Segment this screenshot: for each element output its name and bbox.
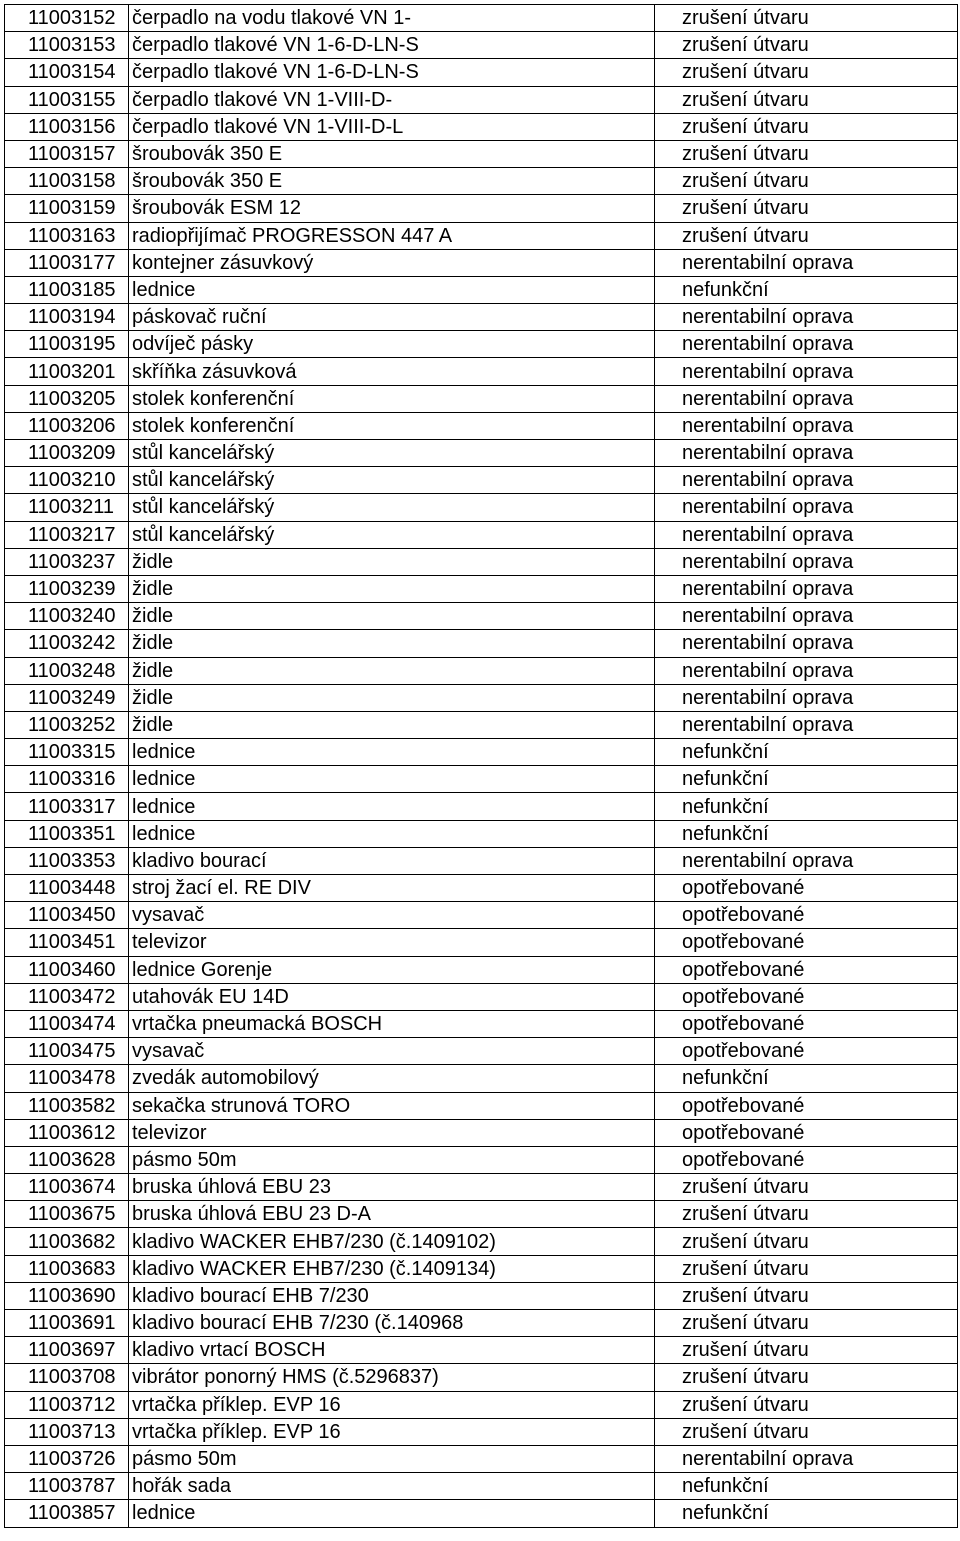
- item-name-cell: vrtačka příklep. EVP 16: [129, 1418, 655, 1445]
- table-row: [5, 1092, 958, 1119]
- table-row: [5, 32, 958, 59]
- inventory-number-cell: 11003242: [5, 630, 129, 657]
- disposal-reason-cell: zrušení útvaru: [655, 140, 958, 167]
- item-name-cell: kladivo WACKER EHB7/230 (č.1409134): [129, 1255, 655, 1282]
- item-name-cell: šroubovák ESM 12: [129, 195, 655, 222]
- item-name-cell: židle: [129, 657, 655, 684]
- item-name-cell: radiopřijímač PROGRESSON 447 A: [129, 222, 655, 249]
- disposal-reason-cell: zrušení útvaru: [655, 113, 958, 140]
- table-row: [5, 113, 958, 140]
- table-row: [5, 385, 958, 412]
- disposal-reason-cell: zrušení útvaru: [655, 1337, 958, 1364]
- table-row: [5, 575, 958, 602]
- inventory-number-cell: 11003713: [5, 1418, 129, 1445]
- item-name-cell: televizor: [129, 929, 655, 956]
- table-row: [5, 331, 958, 358]
- item-name-cell: stůl kancelářský: [129, 521, 655, 548]
- item-name-cell: zvedák automobilový: [129, 1065, 655, 1092]
- disposal-reason-cell: nerentabilní oprava: [655, 467, 958, 494]
- disposal-reason-cell: zrušení útvaru: [655, 1174, 958, 1201]
- disposal-reason-cell: nerentabilní oprava: [655, 412, 958, 439]
- disposal-reason-cell: nefunkční: [655, 1473, 958, 1500]
- inventory-number-cell: 11003478: [5, 1065, 129, 1092]
- table-row: [5, 684, 958, 711]
- item-name-cell: kladivo vrtací BOSCH: [129, 1337, 655, 1364]
- inventory-number-cell: 11003201: [5, 358, 129, 385]
- table-row: [5, 1310, 958, 1337]
- inventory-number-cell: 11003209: [5, 440, 129, 467]
- inventory-number-cell: 11003690: [5, 1282, 129, 1309]
- item-name-cell: skříňka zásuvková: [129, 358, 655, 385]
- item-name-cell: hořák sada: [129, 1473, 655, 1500]
- inventory-number-cell: 11003194: [5, 304, 129, 331]
- table-row: [5, 983, 958, 1010]
- item-name-cell: vrtačka pneumacká BOSCH: [129, 1010, 655, 1037]
- item-name-cell: vysavač: [129, 1038, 655, 1065]
- inventory-document: [4, 4, 958, 1528]
- item-name-cell: židle: [129, 630, 655, 657]
- inventory-number-cell: 11003448: [5, 875, 129, 902]
- disposal-reason-cell: nerentabilní oprava: [655, 494, 958, 521]
- disposal-reason-cell: nefunkční: [655, 820, 958, 847]
- table-row: [5, 766, 958, 793]
- disposal-reason-cell: nefunkční: [655, 1065, 958, 1092]
- item-name-cell: televizor: [129, 1119, 655, 1146]
- item-name-cell: bruska úhlová EBU 23 D-A: [129, 1201, 655, 1228]
- inventory-number-cell: 11003460: [5, 956, 129, 983]
- inventory-number-cell: 11003217: [5, 521, 129, 548]
- table-row: [5, 1201, 958, 1228]
- disposal-reason-cell: nefunkční: [655, 739, 958, 766]
- table-row: [5, 5, 958, 32]
- item-name-cell: kladivo bourací EHB 7/230: [129, 1282, 655, 1309]
- table-row: [5, 739, 958, 766]
- inventory-number-cell: 11003351: [5, 820, 129, 847]
- disposal-reason-cell: nerentabilní oprava: [655, 548, 958, 575]
- table-row: [5, 793, 958, 820]
- item-name-cell: odvíječ pásky: [129, 331, 655, 358]
- inventory-number-cell: 11003450: [5, 902, 129, 929]
- inventory-number-cell: 11003787: [5, 1473, 129, 1500]
- inventory-number-cell: 11003726: [5, 1445, 129, 1472]
- item-name-cell: lednice: [129, 1500, 655, 1527]
- disposal-reason-cell: zrušení útvaru: [655, 195, 958, 222]
- disposal-reason-cell: nerentabilní oprava: [655, 684, 958, 711]
- inventory-number-cell: 11003157: [5, 140, 129, 167]
- table-row: [5, 1065, 958, 1092]
- inventory-number-cell: 11003249: [5, 684, 129, 711]
- table-row: [5, 1473, 958, 1500]
- table-row: [5, 1119, 958, 1146]
- inventory-number-cell: 11003239: [5, 575, 129, 602]
- disposal-reason-cell: nerentabilní oprava: [655, 847, 958, 874]
- item-name-cell: lednice: [129, 276, 655, 303]
- inventory-number-cell: 11003612: [5, 1119, 129, 1146]
- disposal-reason-cell: nerentabilní oprava: [655, 657, 958, 684]
- disposal-reason-cell: opotřebované: [655, 929, 958, 956]
- table-row: [5, 168, 958, 195]
- item-name-cell: stůl kancelářský: [129, 467, 655, 494]
- item-name-cell: lednice: [129, 793, 655, 820]
- disposal-reason-cell: nerentabilní oprava: [655, 1445, 958, 1472]
- disposal-reason-cell: nerentabilní oprava: [655, 385, 958, 412]
- inventory-number-cell: 11003315: [5, 739, 129, 766]
- disposal-reason-cell: opotřebované: [655, 902, 958, 929]
- disposal-reason-cell: zrušení útvaru: [655, 1364, 958, 1391]
- disposal-reason-cell: nerentabilní oprava: [655, 304, 958, 331]
- inventory-number-cell: 11003240: [5, 603, 129, 630]
- inventory-number-cell: 11003177: [5, 249, 129, 276]
- disposal-reason-cell: zrušení útvaru: [655, 86, 958, 113]
- inventory-number-cell: 11003158: [5, 168, 129, 195]
- inventory-number-cell: 11003163: [5, 222, 129, 249]
- disposal-reason-cell: nerentabilní oprava: [655, 630, 958, 657]
- inventory-number-cell: 11003156: [5, 113, 129, 140]
- inventory-number-cell: 11003152: [5, 5, 129, 32]
- disposal-reason-cell: zrušení útvaru: [655, 1201, 958, 1228]
- table-row: [5, 304, 958, 331]
- table-row: [5, 630, 958, 657]
- item-name-cell: stůl kancelářský: [129, 494, 655, 521]
- item-name-cell: židle: [129, 711, 655, 738]
- table-row: [5, 902, 958, 929]
- disposal-reason-cell: nefunkční: [655, 1500, 958, 1527]
- item-name-cell: židle: [129, 684, 655, 711]
- inventory-number-cell: 11003353: [5, 847, 129, 874]
- inventory-number-cell: 11003582: [5, 1092, 129, 1119]
- table-row: [5, 195, 958, 222]
- inventory-number-cell: 11003712: [5, 1391, 129, 1418]
- item-name-cell: pásmo 50m: [129, 1146, 655, 1173]
- table-row: [5, 1445, 958, 1472]
- table-row: [5, 1146, 958, 1173]
- item-name-cell: šroubovák 350 E: [129, 168, 655, 195]
- inventory-number-cell: 11003206: [5, 412, 129, 439]
- disposal-reason-cell: opotřebované: [655, 1092, 958, 1119]
- item-name-cell: čerpadlo tlakové VN 1-6-D-LN-S: [129, 59, 655, 86]
- table-row: [5, 249, 958, 276]
- inventory-number-cell: 11003153: [5, 32, 129, 59]
- inventory-number-cell: 11003682: [5, 1228, 129, 1255]
- table-row: [5, 657, 958, 684]
- item-name-cell: kladivo bourací: [129, 847, 655, 874]
- table-row: [5, 59, 958, 86]
- disposal-reason-cell: opotřebované: [655, 1038, 958, 1065]
- item-name-cell: kladivo bourací EHB 7/230 (č.140968: [129, 1310, 655, 1337]
- inventory-number-cell: 11003195: [5, 331, 129, 358]
- table-row: [5, 412, 958, 439]
- table-row: [5, 548, 958, 575]
- disposal-reason-cell: opotřebované: [655, 983, 958, 1010]
- table-row: [5, 603, 958, 630]
- item-name-cell: lednice: [129, 820, 655, 847]
- item-name-cell: čerpadlo tlakové VN 1-VIII-D-L: [129, 113, 655, 140]
- table-row: [5, 440, 958, 467]
- disposal-reason-cell: nerentabilní oprava: [655, 249, 958, 276]
- disposal-reason-cell: zrušení útvaru: [655, 1418, 958, 1445]
- disposal-reason-cell: nerentabilní oprava: [655, 575, 958, 602]
- item-name-cell: lednice Gorenje: [129, 956, 655, 983]
- item-name-cell: utahovák EU 14D: [129, 983, 655, 1010]
- item-name-cell: židle: [129, 548, 655, 575]
- item-name-cell: šroubovák 350 E: [129, 140, 655, 167]
- inventory-number-cell: 11003155: [5, 86, 129, 113]
- inventory-number-cell: 11003317: [5, 793, 129, 820]
- disposal-reason-cell: zrušení útvaru: [655, 1391, 958, 1418]
- inventory-number-cell: 11003316: [5, 766, 129, 793]
- item-name-cell: stolek konferenční: [129, 385, 655, 412]
- inventory-number-cell: 11003691: [5, 1310, 129, 1337]
- inventory-number-cell: 11003154: [5, 59, 129, 86]
- inventory-number-cell: 11003205: [5, 385, 129, 412]
- disposal-reason-cell: nerentabilní oprava: [655, 331, 958, 358]
- inventory-number-cell: 11003475: [5, 1038, 129, 1065]
- disposal-reason-cell: zrušení útvaru: [655, 168, 958, 195]
- table-row: [5, 1038, 958, 1065]
- disposal-reason-cell: nerentabilní oprava: [655, 358, 958, 385]
- item-name-cell: lednice: [129, 766, 655, 793]
- item-name-cell: čerpadlo tlakové VN 1-VIII-D-: [129, 86, 655, 113]
- table-row: [5, 140, 958, 167]
- disposal-reason-cell: nerentabilní oprava: [655, 521, 958, 548]
- disposal-reason-cell: opotřebované: [655, 1010, 958, 1037]
- table-row: [5, 1255, 958, 1282]
- inventory-number-cell: 11003628: [5, 1146, 129, 1173]
- table-row: [5, 847, 958, 874]
- disposal-reason-cell: zrušení útvaru: [655, 1255, 958, 1282]
- inventory-number-cell: 11003248: [5, 657, 129, 684]
- item-name-cell: vysavač: [129, 902, 655, 929]
- table-row: [5, 1010, 958, 1037]
- disposal-table: [4, 4, 958, 1528]
- table-row: [5, 1282, 958, 1309]
- table-row: [5, 875, 958, 902]
- item-name-cell: židle: [129, 575, 655, 602]
- table-row: [5, 276, 958, 303]
- item-name-cell: pásmo 50m: [129, 1445, 655, 1472]
- item-name-cell: sekačka strunová TORO: [129, 1092, 655, 1119]
- item-name-cell: páskovač ruční: [129, 304, 655, 331]
- table-row: [5, 820, 958, 847]
- inventory-number-cell: 11003451: [5, 929, 129, 956]
- table-row: [5, 1391, 958, 1418]
- table-row: [5, 494, 958, 521]
- table-row: [5, 521, 958, 548]
- disposal-reason-cell: opotřebované: [655, 875, 958, 902]
- disposal-reason-cell: zrušení útvaru: [655, 1228, 958, 1255]
- table-row: [5, 1228, 958, 1255]
- inventory-number-cell: 11003697: [5, 1337, 129, 1364]
- table-row: [5, 467, 958, 494]
- item-name-cell: čerpadlo tlakové VN 1-6-D-LN-S: [129, 32, 655, 59]
- table-row: [5, 956, 958, 983]
- disposal-reason-cell: zrušení útvaru: [655, 1310, 958, 1337]
- disposal-reason-cell: nerentabilní oprava: [655, 603, 958, 630]
- table-row: [5, 358, 958, 385]
- item-name-cell: lednice: [129, 739, 655, 766]
- disposal-reason-cell: nefunkční: [655, 793, 958, 820]
- table-row: [5, 1337, 958, 1364]
- inventory-number-cell: 11003211: [5, 494, 129, 521]
- disposal-reason-cell: zrušení útvaru: [655, 32, 958, 59]
- disposal-reason-cell: opotřebované: [655, 1146, 958, 1173]
- item-name-cell: stroj žací el. RE DIV: [129, 875, 655, 902]
- item-name-cell: stůl kancelářský: [129, 440, 655, 467]
- disposal-reason-cell: nefunkční: [655, 766, 958, 793]
- disposal-reason-cell: zrušení útvaru: [655, 222, 958, 249]
- inventory-number-cell: 11003472: [5, 983, 129, 1010]
- item-name-cell: kontejner zásuvkový: [129, 249, 655, 276]
- disposal-reason-cell: opotřebované: [655, 1119, 958, 1146]
- inventory-number-cell: 11003857: [5, 1500, 129, 1527]
- inventory-number-cell: 11003185: [5, 276, 129, 303]
- table-row: [5, 86, 958, 113]
- item-name-cell: vrtačka příklep. EVP 16: [129, 1391, 655, 1418]
- disposal-reason-cell: zrušení útvaru: [655, 59, 958, 86]
- item-name-cell: kladivo WACKER EHB7/230 (č.1409102): [129, 1228, 655, 1255]
- inventory-number-cell: 11003210: [5, 467, 129, 494]
- inventory-number-cell: 11003683: [5, 1255, 129, 1282]
- inventory-number-cell: 11003675: [5, 1201, 129, 1228]
- item-name-cell: židle: [129, 603, 655, 630]
- inventory-number-cell: 11003159: [5, 195, 129, 222]
- table-row: [5, 711, 958, 738]
- disposal-reason-cell: nefunkční: [655, 276, 958, 303]
- inventory-number-cell: 11003674: [5, 1174, 129, 1201]
- table-row: [5, 1418, 958, 1445]
- table-row: [5, 1500, 958, 1527]
- item-name-cell: bruska úhlová EBU 23: [129, 1174, 655, 1201]
- inventory-number-cell: 11003237: [5, 548, 129, 575]
- table-row: [5, 222, 958, 249]
- disposal-reason-cell: zrušení útvaru: [655, 1282, 958, 1309]
- item-name-cell: stolek konferenční: [129, 412, 655, 439]
- item-name-cell: vibrátor ponorný HMS (č.5296837): [129, 1364, 655, 1391]
- disposal-reason-cell: zrušení útvaru: [655, 5, 958, 32]
- inventory-number-cell: 11003708: [5, 1364, 129, 1391]
- disposal-table-body: [5, 5, 958, 1528]
- inventory-number-cell: 11003474: [5, 1010, 129, 1037]
- item-name-cell: čerpadlo na vodu tlakové VN 1-: [129, 5, 655, 32]
- disposal-reason-cell: nerentabilní oprava: [655, 440, 958, 467]
- table-row: [5, 929, 958, 956]
- inventory-number-cell: 11003252: [5, 711, 129, 738]
- disposal-reason-cell: opotřebované: [655, 956, 958, 983]
- disposal-reason-cell: nerentabilní oprava: [655, 711, 958, 738]
- table-row: [5, 1174, 958, 1201]
- table-row: [5, 1364, 958, 1391]
